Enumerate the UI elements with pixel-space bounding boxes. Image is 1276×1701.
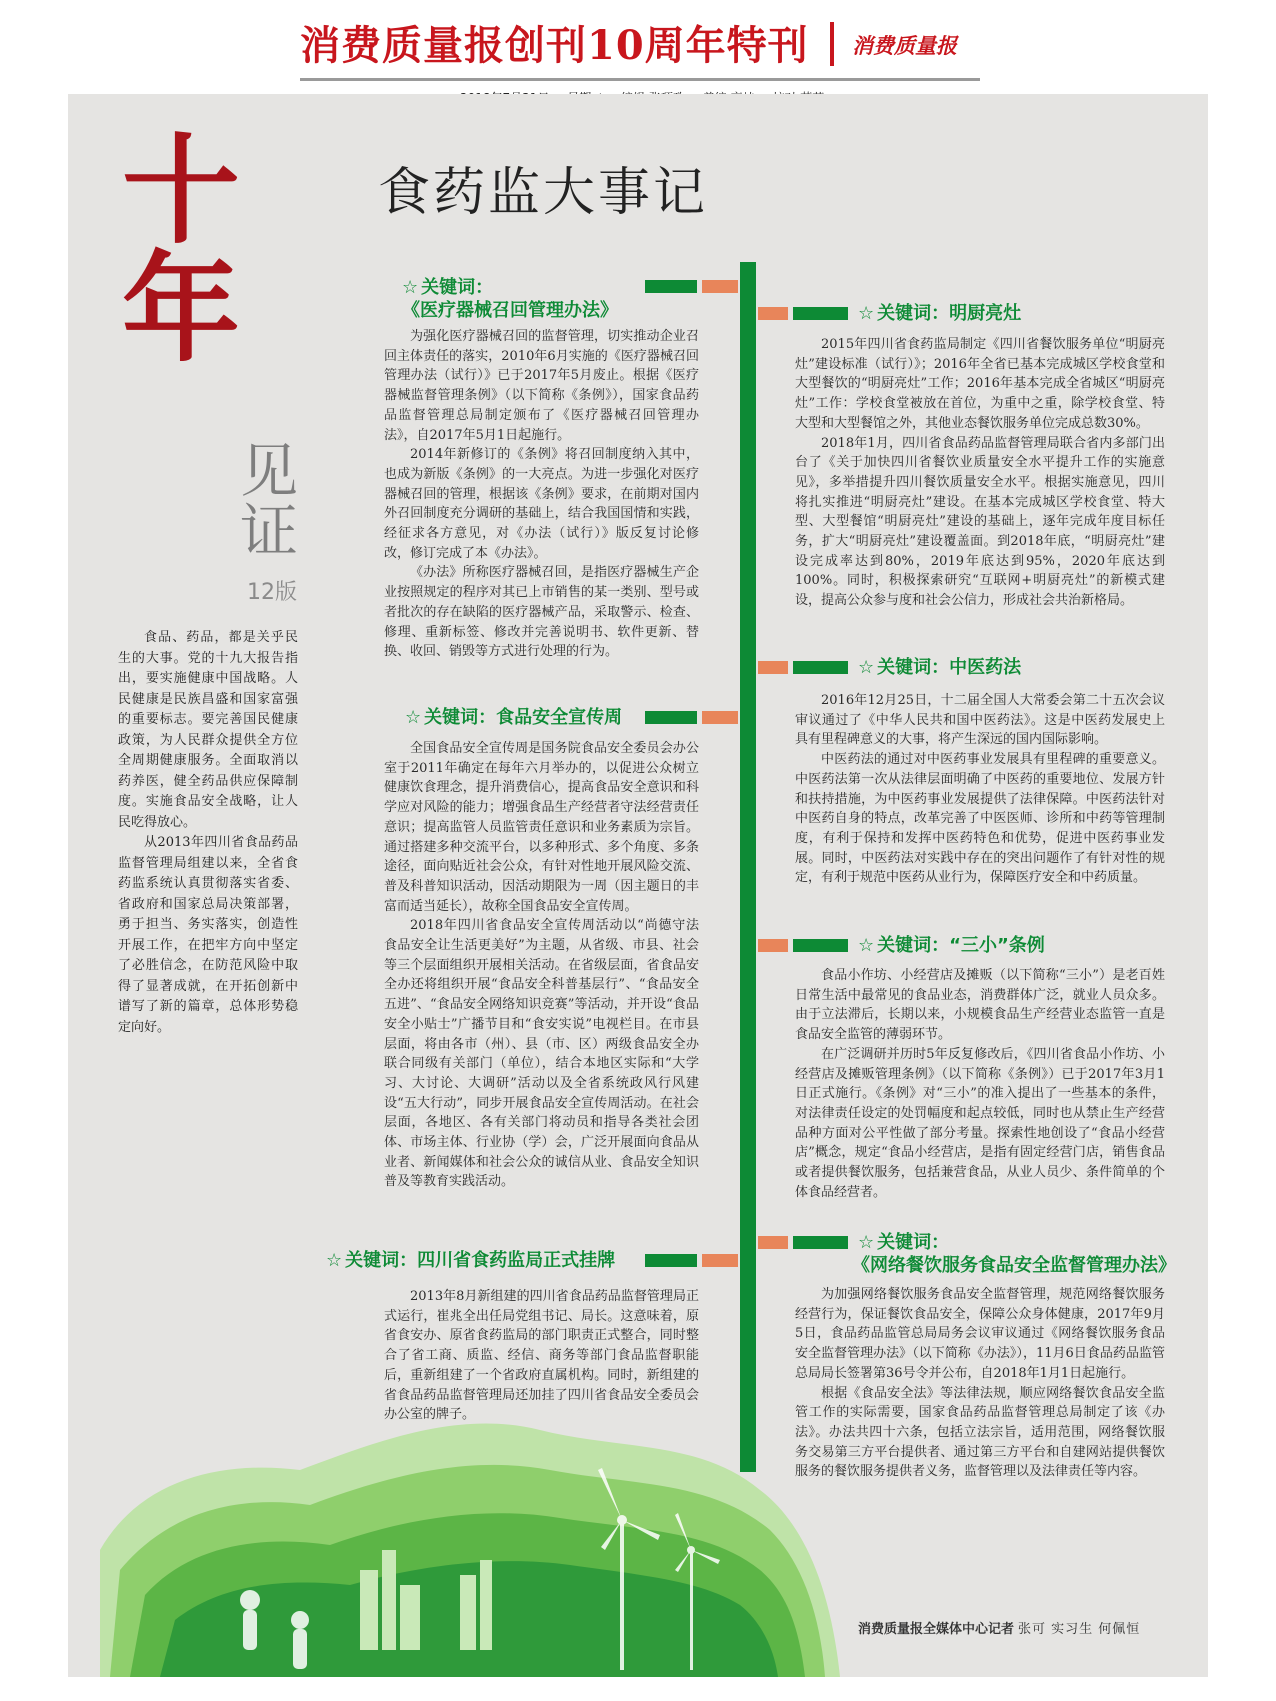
star-icon: ☆ [402,277,419,298]
article-body: 为加强网络餐饮服务食品安全监督管理，规范网络餐饮服务经营行为，保证餐饮食品安全，保障公众身体健康，2017年9月5日，食品药品监管总局局务会议审议通过《网络餐饮服务食品安全监督管理办法》（以下简称《办法》），11月6日食品药品监管总局局长签署第36号令并公布，自2018年1月1日起施行。 根据《食品安全法》等法律法规，顺应网络餐饮食品安全监管工作的实际需要，国家食品药品监督管理总局制定了该《办法》。办法共四十六条，包括立法宗旨，适用范围，网络餐饮服务交易第三方平台提供者、通过第三方平台和自建网站提供餐饮服务的餐饮服务提供者义务，监督管理以及法律责任等内容。 [795,1287,1165,1480]
article-body: 全国食品安全宣传周是国务院食品安全委员会办公室于2011年确定在每年六月举办的，以促进公众树立健康饮食理念，提升消费信心，提高食品安全意识和科学应对风险的能力；增强食品生产经营者守法经营责任意识；提高监管人员监管责任意识和业务素质为宗旨。通过搭建多种交流平台，以多种形式、多个角度、多条途径，面向贴近社会公众，有针对性地开展风险交流、普及科普知识活动，因活动期限为一周（因主题日的丰富而适当延长），故称全国食品安全宣传周。 2018年四川省食品安全宣传周活动以“尚德守法 食品安全让生活更美好”为主题，从省级、市县、社会等三个层面组织开展相关活动。在省级层面，省食品安全办还将组织开展“食品安全科普基层行”、“食品安全五进”、“食品安全网络知识竞赛”等活动，并开设“食品安全小贴士”广播节目和“食安实说”电视栏目。在市县层面，将由各市（州）、县（市、区）两级食品安全办联合同级有关部门（单位），结合本地区实际和“大学习、大讨论、大调研”活动以及全省系统政风行风建设“五大行动”，同步开展食品安全宣传周活动。在社会层面，各地区、各有关部门将动员和指导各类社会团体、市场主体、行业协（学）会，广泛开展面向食品从业者、新闻媒体和社会公众的诚信从业、食品安全知识普及等教育实践活动。 [384,741,699,1190]
star-icon: ☆ [858,1232,875,1253]
timeline-connector [793,307,848,320]
timeline-connector [645,711,697,724]
keyword-heading: ☆ 关键词： 《网络餐饮服务食品安全监督管理办法》 [852,1232,1176,1276]
witness-heading: 见证 [230,440,298,560]
article-body: 2013年8月新组建的四川省食品药品监督管理局正式运行，崔兆全出任局党组书记、局长。这意味着，原省食安办、原省食药监局的部门职责正式整合，同时整合了省工商、质监、经信、商务等部门食品监督职能后，重新组建了一个省政府直属机构。同时，新组建的省食品药品监督管理局还加挂了四川省食品安全委员会办公室的牌子。 [384,1289,699,1423]
decorative-calligraphy: 十年 [102,128,241,364]
intro-text [118,628,298,1038]
special-issue-title: 消费质量报创刊10周年特刊 [300,22,809,69]
intro-paragraph: 食品、药品，都是关乎民生的大事。党的十九大报告指出，要实施健康中国战略。人民健康是民族昌盛和国家富强的重要标志。要完善国民健康政策，为人民群众提供全方位全周期健康服务。全面取消以药养医，健全药品供应保障制度。实施食品安全战略，让人民吃得放心。 [118,630,298,830]
keyword-heading: ☆ 关键词：中医药法 [858,657,1022,678]
timeline-connector [702,711,738,724]
timeline-connector [793,1236,848,1249]
timeline-bar [740,262,756,1472]
timeline-connector [758,661,788,674]
edition-label: 12版 [247,580,297,605]
star-icon: ☆ [858,935,875,956]
timeline-connector [758,307,788,320]
star-icon: ☆ [858,303,875,324]
star-icon: ☆ [326,1250,343,1271]
article-body: 为强化医疗器械召回的监督管理，切实推动企业召回主体责任的落实，2010年6月实施的《医疗器械召回管理办法（试行）》已于2017年5月废止。根据《医疗器械监督管理条例》（以下简称《条例》），国家食品药品监督管理总局制定颁布了《医疗器械召回管理办法》，自2017年5月1日起施行。 2014年新修订的《条例》将召回制度纳入其中，也成为新版《条例》的一大亮点。为进一步强化对医疗器械召回的管理，根据该《条例》要求，在前期对国内外召回制度充分调研的基础上，结合我国国情和实践，经征求各方意见，对《办法（试行）》版反复讨论修改，修订完成了本《办法》。 《办法》所称医疗器械召回，是指医疗器械生产企业按照规定的程序对其已上市销售的某一类别、型号或者批次的存在缺陷的医疗器械产品，采取警示、检查、修理、重新标签、修改并完善说明书、软件更新、替换、收回、销毁等方式进行处理的行为。 [384,329,699,660]
masthead-separator [830,22,834,66]
article-body: 2015年四川省食药监局制定《四川省餐饮服务单位“明厨亮灶”建设标准（试行）》；2016年全省已基本完成城区学校食堂和大型餐饮的“明厨亮灶”工作；2016年基本完成全省城区“明厨亮灶”工作：学校食堂被放在首位，为重中之重，除学校食堂、特大型和大型餐馆之外，其他业态餐饮服务单位完成总数30%。 2018年1月，四川省食品药品监督管理局联合省内多部门出台了《关于加快四川省餐饮业质量安全水平提升工作的实施意见》，多举措提升四川餐饮质量安全水平。根据实施意见，四川将扎实推进“明厨亮灶”建设。在基本完成城区学校食堂、特大型、大型餐馆“明厨亮灶”建设的基础上，逐年完成年度目标任务，扩大“明厨亮灶”建设覆盖面。到2018年底，“明厨亮灶”建设完成率达到80%，2019年底达到95%，2020年底达到100%。同时，积极探索研究“互联网+明厨亮灶”的新模式建设，提高公众参与度和社会公信力，形成社会共治新格局。 [795,337,1165,609]
papercut-landscape-illustration [100,1400,840,1677]
article-body: 2016年12月25日，十二届全国人大常委会第二十五次会议审议通过了《中华人民共和国中医药法》。这是中医药发展史上具有里程碑意义的大事，将产生深远的国内国际影响。 中医药法的通过对中医药事业发展具有里程碑的重要意义。中医药法第一次从法律层面明确了中医药的重要地位、发展方针和扶持措施，为中医药事业发展提供了法律保障。中医药法针对中医药自身的特点，改革完善了中医医师、诊所和中药等管理制度，有利于保持和发挥中医药特色和优势，促进中医药事业发展。同时，中医药法对实践中存在的突出问题作了有针对性的规定，有利于规范中医药从业行为，保障医疗安全和中药质量。 [795,693,1165,886]
timeline-connector [758,1236,788,1249]
star-icon: ☆ [405,707,422,728]
keyword-heading: ☆ 关键词：四川省食药监局正式挂牌 [326,1250,616,1271]
timeline-connector [793,661,848,674]
timeline-connector [793,939,848,952]
keyword-heading: ☆ 关键词：明厨亮灶 [858,303,1022,324]
byline: 消费质量报全媒体中心记者 张可 实习生 何佩恒 [858,1622,1141,1637]
timeline-connector [702,1254,738,1267]
timeline-connector [645,1254,697,1267]
article-body: 食品小作坊、小经营店及摊贩（以下简称“三小”）是老百姓日常生活中最常见的食品业态，消费群体广泛，就业人员众多。由于立法滞后，长期以来，小规模食品生产经营业态监管一直是食品安全监管的薄弱环节。 在广泛调研并历时5年反复修改后，《四川省食品小作坊、小经营店及摊贩管理条例》（以下简称《条例》）已于2017年3月1日正式施行。《条例》对“三小”的准入提出了一些基本的条件，对法律责任设定的处罚幅度和起点较低，同时也从禁止生产经营品种方面对公平性做了部分考量。探索性地创设了“食品小经营店”概念，规定“食品小经营店，是指有固定经营门店，销售食品或者提供餐饮服务，包括兼营食品，从业人员少、条件简单的个体食品经营者。 [795,968,1165,1200]
masthead-rule [300,78,980,81]
timeline-connector [645,280,697,293]
keyword-heading: ☆ 关键词：食品安全宣传周 [405,707,623,728]
star-icon: ☆ [858,657,875,678]
masthead [0,0,1276,95]
timeline-connector [758,939,788,952]
keyword-heading: ☆ 关键词：“三小”条例 [858,935,1045,956]
newspaper-logo: 消费质量报 [852,34,957,58]
timeline-connector [702,280,738,293]
intro-paragraph: 从2013年四川省食品药品监督管理局组建以来，全省食药监系统认真贯彻落实省委、省政府和国家总局决策部署，勇于担当、务实落实，创造性开展工作，在把牢方向中坚定了必胜信念，在防范风险中取得了显著成就，在开拓创新中谱写了新的篇章，总体形势稳定向好。 [118,835,298,1035]
keyword-heading: ☆ 关键词： 《医疗器械召回管理办法》 [402,277,618,321]
page-title: 食药监大事记 [378,163,709,223]
